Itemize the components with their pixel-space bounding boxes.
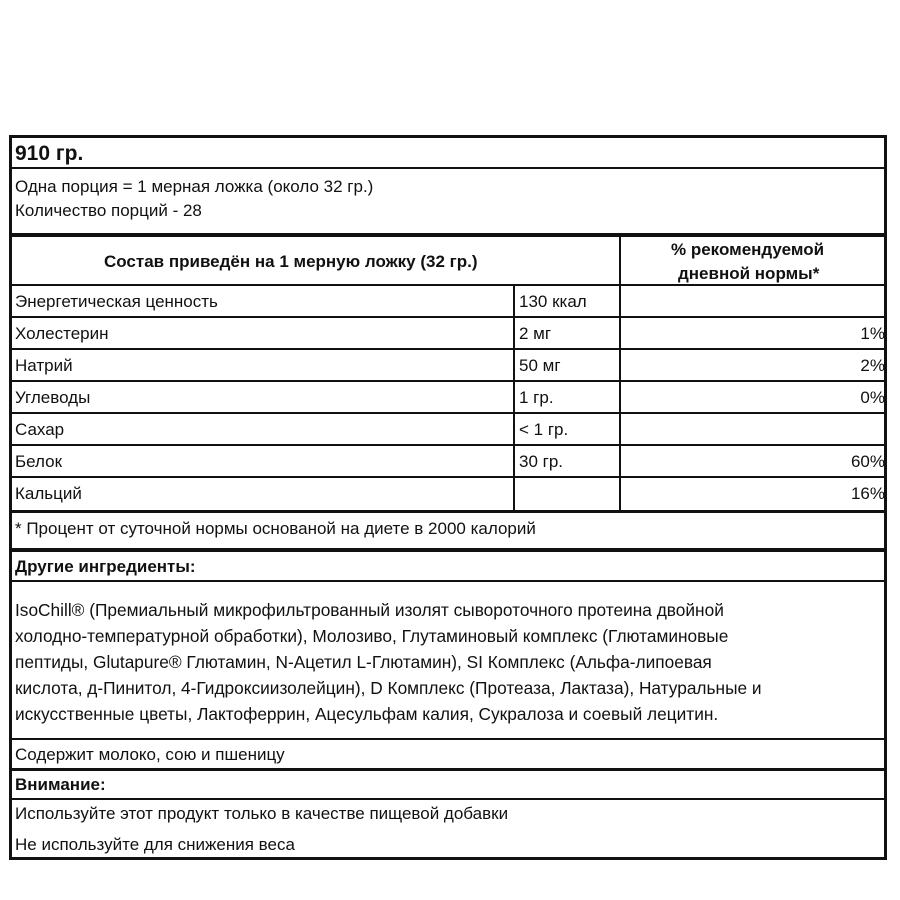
divider-warning-title (12, 798, 884, 800)
other-ingredients-title: Другие ингредиенты: (15, 557, 196, 576)
divider-table-end (12, 510, 884, 513)
servings-per-container: Количество порций - 28 (15, 201, 202, 220)
warning-line: Используйте этот продукт только в качестве пищевой добавки (15, 804, 509, 823)
row-divider (12, 380, 884, 382)
divider-allergens (12, 768, 884, 771)
row-divider (12, 316, 884, 318)
column-divider-amount (513, 284, 515, 510)
nutrient-dv: 16% (850, 484, 885, 503)
serving-size: Одна порция = 1 мерная ложка (около 32 гр.) (15, 177, 374, 196)
net-weight: 910 гр. (15, 142, 84, 165)
allergen-statement: Содержит молоко, сою и пшеницу (15, 745, 285, 764)
nutrient-name: Кальций (15, 484, 82, 503)
row-divider (12, 412, 884, 414)
column-divider-dv (619, 237, 621, 510)
nutrient-amount: 50 мг (519, 356, 561, 375)
ingredients-line: пептиды, Glutapure® Глютамин, N-Ацетил L-Глютамин), SI Комплекс (Альфа-липоевая (15, 652, 712, 672)
divider-servings (12, 233, 884, 237)
divider-ingredients-end (12, 738, 884, 740)
row-divider (12, 476, 884, 478)
nutrition-label (9, 135, 887, 860)
nutrient-amount: 1 гр. (519, 388, 554, 407)
nutrient-dv: 1% (860, 324, 885, 343)
nutrient-name: Энергетическая ценность (15, 292, 218, 311)
divider-table-head (12, 284, 884, 286)
divider-header (12, 167, 884, 169)
ingredients-line: IsoChill® (Премиальный микрофильтрованный изолят сывороточного протеина двойной (15, 600, 724, 620)
nutrient-name: Сахар (15, 420, 65, 439)
daily-value-header-line2: дневной нормы* (678, 264, 820, 283)
nutrient-dv: 0% (860, 388, 885, 407)
nutrient-amount: < 1 гр. (519, 420, 569, 439)
nutrient-amount: 130 ккал (519, 292, 587, 311)
ingredients-line: холодно-температурной обработки), Молозиво, Глутаминовый комплекс (Глютаминовые (15, 626, 729, 646)
daily-value-header-line1: % рекомендуемой (671, 240, 825, 259)
nutrient-name: Белок (15, 452, 63, 471)
ingredients-line: кислота, д-Пинитол, 4-Гидроксиизолейцин), D Комплекс (Протеаза, Лактаза), Натуральные и (15, 678, 762, 698)
nutrient-name: Натрий (15, 356, 73, 375)
ingredients-line: искусственные цветы, Лактоферрин, Ацесульфам калия, Сукралоза и соевый лецитин. (15, 704, 719, 724)
daily-value-footnote: * Процент от суточной нормы основаной на диете в 2000 калорий (15, 519, 536, 538)
row-divider (12, 348, 884, 350)
warning-title: Внимание: (15, 775, 106, 794)
composition-header: Состав приведён на 1 мерную ложку (32 гр.) (104, 252, 478, 271)
nutrient-name: Углеводы (15, 388, 91, 407)
nutrient-dv: 60% (850, 452, 885, 471)
nutrient-dv: 2% (860, 356, 885, 375)
divider-ingredients-title (12, 580, 884, 582)
row-divider (12, 444, 884, 446)
divider-footnote (12, 548, 884, 552)
warning-line: Не используйте для снижения веса (15, 835, 295, 854)
nutrient-amount: 2 мг (519, 324, 552, 343)
nutrient-name: Холестерин (15, 324, 109, 343)
nutrient-amount: 30 гр. (519, 452, 564, 471)
